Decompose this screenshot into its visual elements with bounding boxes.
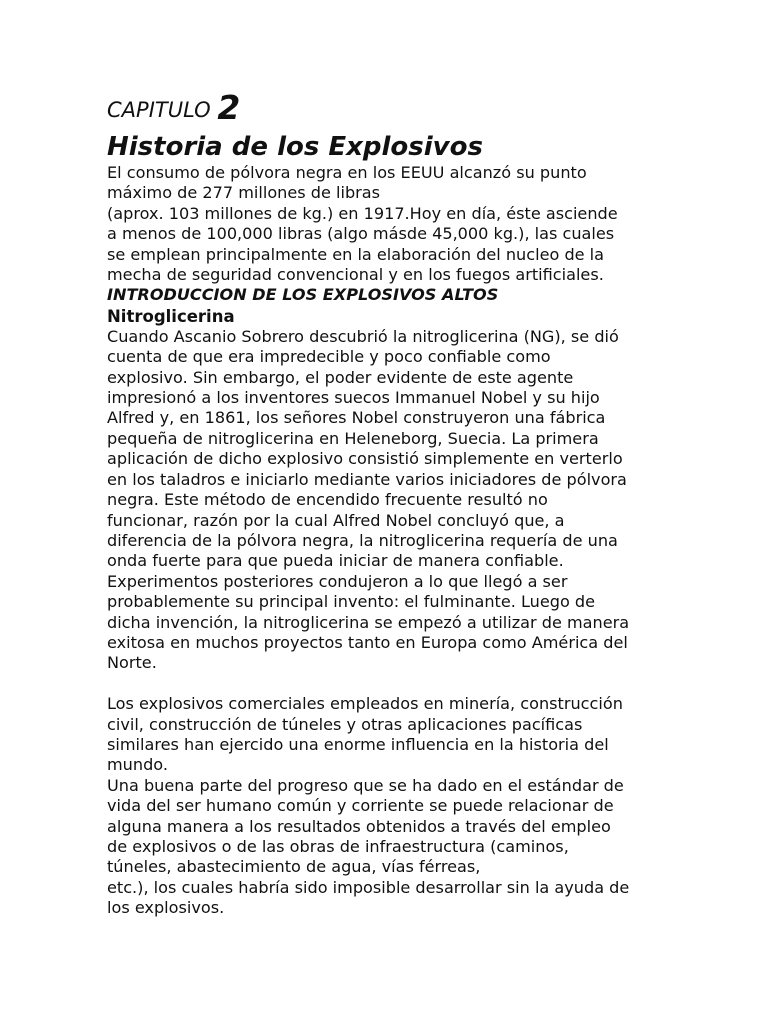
section-heading: INTRODUCCION DE LOS EXPLOSIVOS ALTOS	[107, 285, 499, 305]
chapter-label: CAPITULO	[107, 98, 211, 122]
commercial-paragraph	[107, 694, 667, 776]
paragraph-line: (aprox. 103 millones de kg.) en 1917.Hoy en día, éste asciende	[107, 203, 618, 223]
paragraph-line: El consumo de pólvora negra en los EEUU alcanzó su punto	[107, 163, 587, 182]
paragraph-line: los explosivos.	[107, 898, 225, 918]
paragraph-line: civil, construcción de túneles y otras aplicaciones pacíficas	[107, 714, 583, 734]
paragraph-line: aplicación de dicho explosivo consistió simplemente en verterlo	[107, 449, 623, 469]
paragraph-line: de explosivos o de las obras de infraestructura (caminos,	[107, 836, 569, 856]
paragraph-line: cuenta de que era impredecible y poco confiable como	[107, 347, 551, 367]
paragraph-line: mundo.	[107, 755, 168, 775]
paragraph-line: Norte.	[107, 653, 157, 673]
paragraph-line: diferencia de la pólvora negra, la nitroglicerina requería de una	[107, 530, 618, 550]
subsection-heading: Nitroglicerina	[107, 306, 235, 326]
paragraph-line: pequeña de nitroglicerina en Heleneborg, Suecia. La primera	[107, 428, 599, 448]
paragraph-line: túneles, abastecimiento de agua, vías férreas,	[107, 857, 481, 877]
intro-paragraph	[107, 163, 667, 285]
paragraph-line: impresionó a los inventores suecos Immanuel Nobel y su hijo	[107, 388, 600, 408]
paragraph-line: probablemente su principal invento: el fulminante. Luego de	[107, 592, 596, 612]
paragraph-line: similares han ejercido una enorme influencia en la historia del	[107, 734, 609, 754]
paragraph-line: Una buena parte del progreso que se ha dado en el estándar de	[107, 775, 624, 795]
paragraph-line: dicha invención, la nitroglicerina se empezó a utilizar de manera	[107, 612, 630, 632]
chapter-number: 2	[217, 88, 241, 127]
progress-paragraph	[107, 776, 667, 919]
paragraph-line: explosivo. Sin embargo, el poder evidente de este agente	[107, 367, 574, 387]
paragraph-line: se emplean principalmente en la elaboración del nucleo de la	[107, 244, 605, 264]
paragraph-line: Los explosivos comerciales empleados en minería, construcción	[107, 694, 623, 714]
page-title: Historia de los Explosivos	[107, 132, 483, 162]
paragraph-line: a menos de 100,000 libras (algo másde 45,000 kg.), las cuales	[107, 224, 615, 244]
paragraph-line: Experimentos posteriores condujeron a lo que llegó a ser	[107, 571, 568, 591]
paragraph-line: onda fuerte para que pueda iniciar de manera confiable.	[107, 551, 564, 571]
paragraph-line: vida del ser humano común y corriente se puede relacionar de	[107, 796, 614, 816]
paragraph-line: exitosa en muchos proyectos tanto en Europa como América del	[107, 632, 628, 652]
chapter-heading	[107, 88, 667, 128]
paragraph-line: máximo de 277 millones de libras	[107, 183, 381, 203]
paragraph-line: negra. Este método de encendido frecuente resultó no	[107, 490, 548, 510]
paragraph-line: mecha de seguridad convencional y en los fuegos artificiales.	[107, 265, 604, 285]
paragraph-line: alguna manera a los resultados obtenidos a través del empleo	[107, 816, 611, 836]
nitroglycerin-paragraph	[107, 327, 667, 674]
paragraph-line: Cuando Ascanio Sobrero descubrió la nitroglicerina (NG), se dió	[107, 326, 619, 346]
paragraph-spacer	[107, 674, 667, 694]
paragraph-line: funcionar, razón por la cual Alfred Nobel concluyó que, a	[107, 510, 565, 530]
paragraph-line: etc.), los cuales habría sido imposible desarrollar sin la ayuda de	[107, 877, 630, 897]
paragraph-line: en los taladros e iniciarlo mediante varios iniciadores de pólvora	[107, 469, 627, 489]
page-content	[107, 88, 667, 919]
paragraph-line: Alfred y, en 1861, los señores Nobel construyeron una fábrica	[107, 408, 606, 428]
